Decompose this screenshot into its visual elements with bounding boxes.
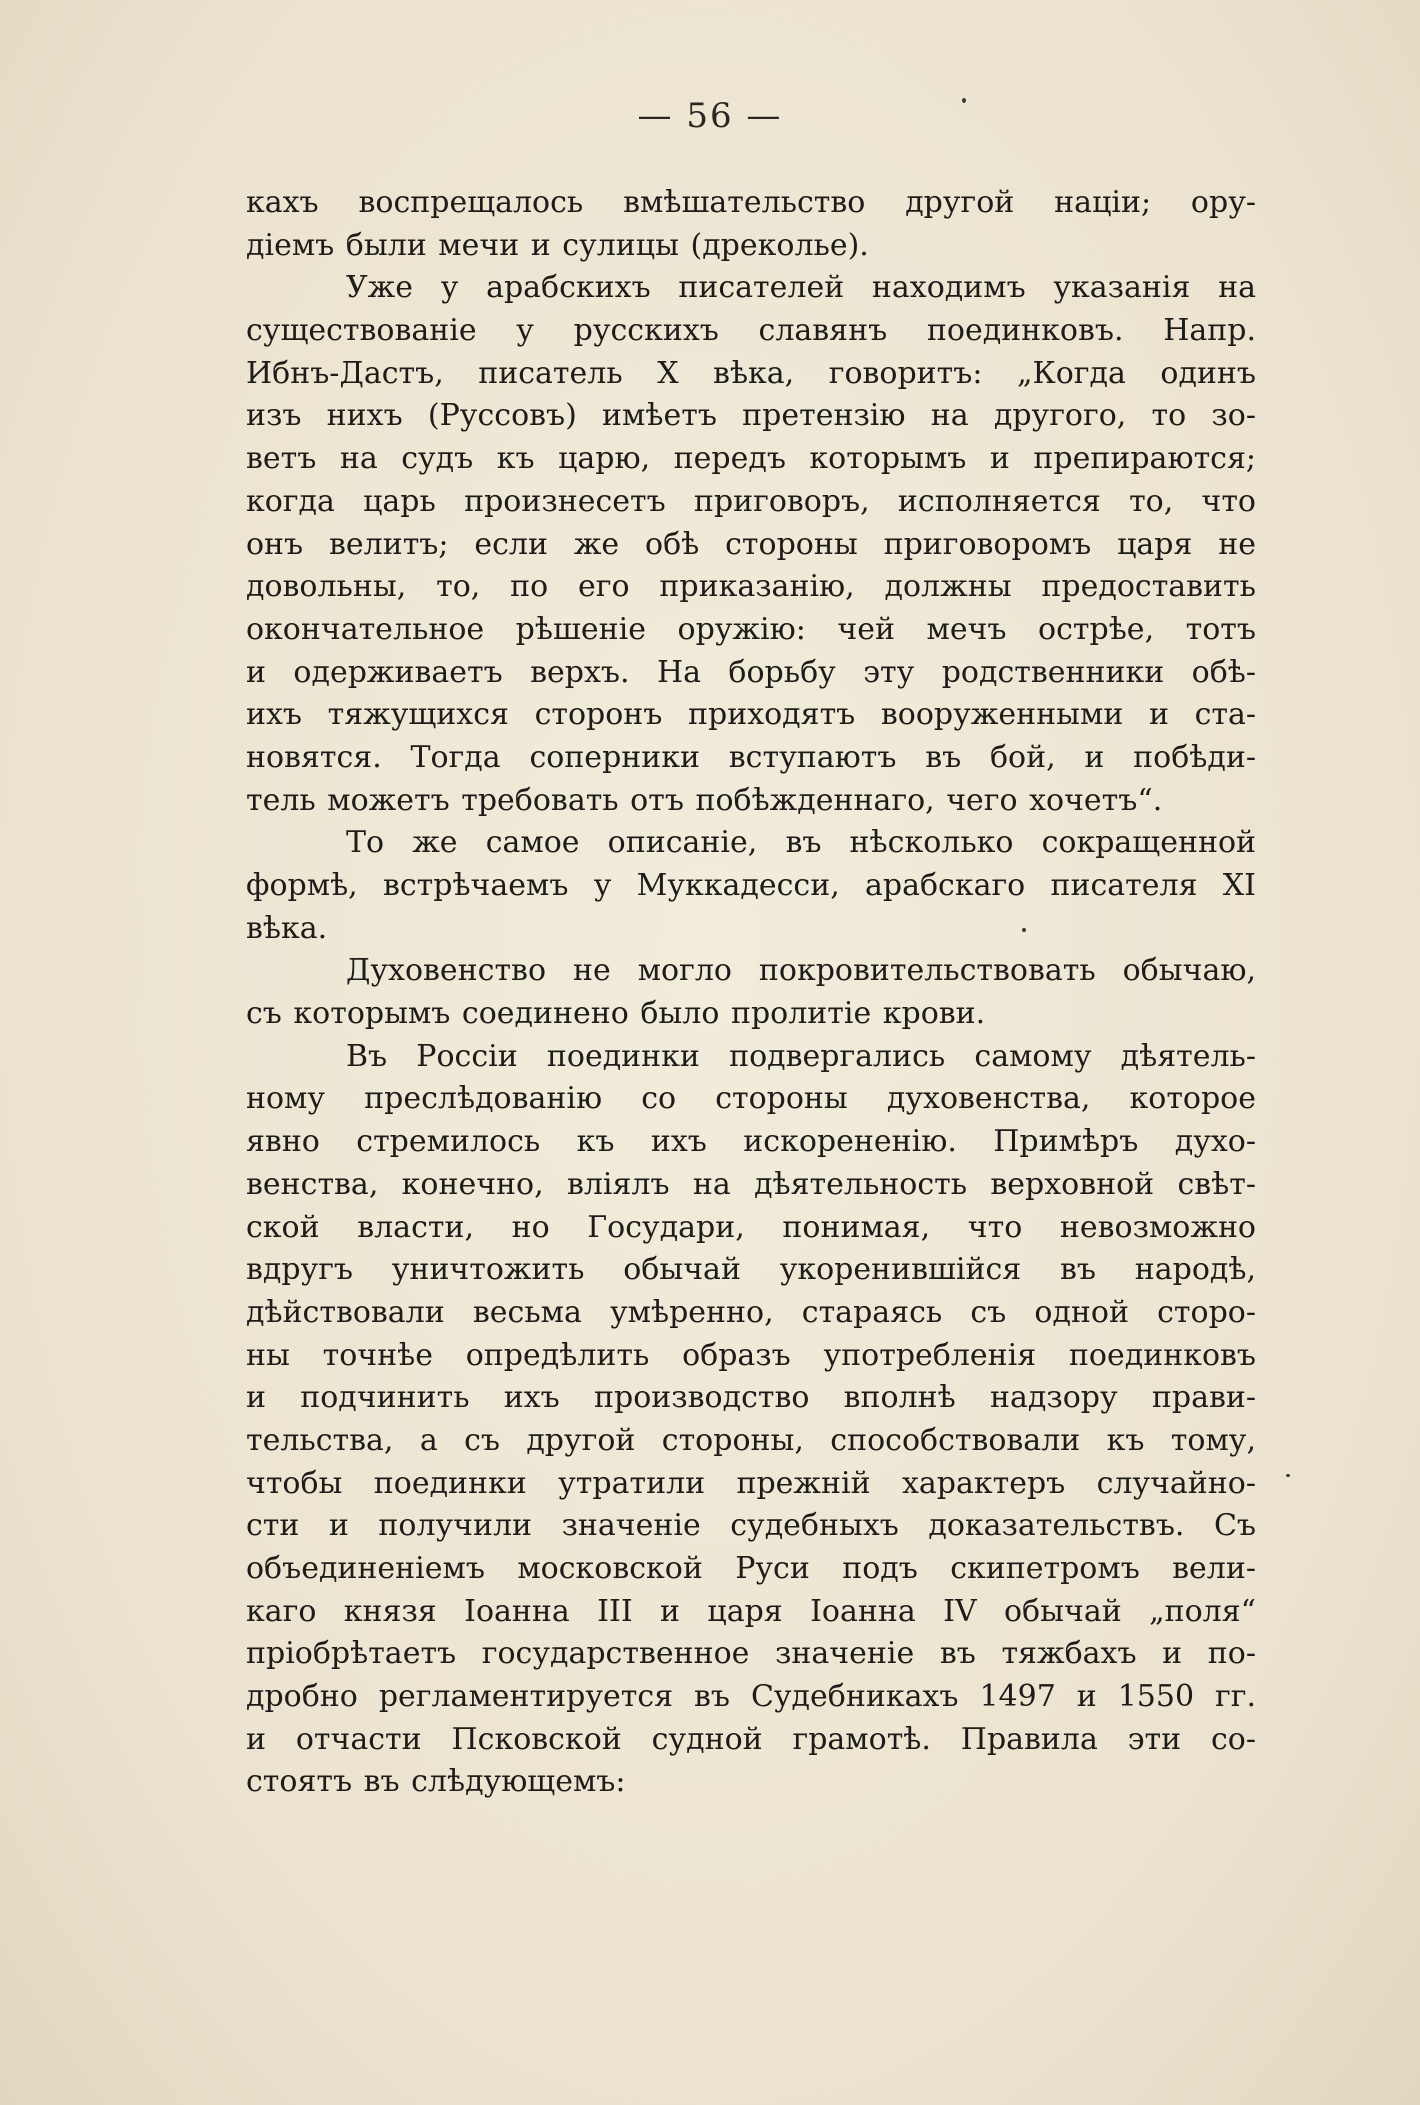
text-line: ветъ на судъ къ царю, передъ которымъ и препираются; — [246, 441, 1256, 477]
text-line: каго князя Іоанна III и царя Іоанна IV обычай „поля“ — [246, 1593, 1256, 1629]
text-line: явно стремилось къ ихъ искорененію. Примѣръ духо- — [246, 1124, 1256, 1160]
text-line: онъ велитъ; если же обѣ стороны приговоромъ царя не — [246, 526, 1256, 562]
text-line: объединеніемъ московской Руси подъ скипетромъ вели- — [246, 1551, 1256, 1586]
text-line: ихъ тяжущихся сторонъ приходятъ вооруженными и ста- — [246, 697, 1256, 733]
paragraph — [246, 267, 1256, 822]
text-line: дѣйствовали весьма умѣренно, стараясь съ одной сторо- — [246, 1294, 1256, 1330]
text-line: съ которымъ соединено было пролитіе крови. — [246, 996, 986, 1032]
text-line: сти и получили значеніе судебныхъ доказательствъ. Съ — [246, 1508, 1256, 1544]
text-line: вдругъ уничтожить обычай укоренившійся въ народѣ, — [246, 1252, 1256, 1288]
text-line: и одерживаетъ верхъ. На борьбу эту родственники обѣ- — [246, 654, 1256, 690]
text-line: чтобы поединки утратили прежній характеръ случайно- — [246, 1465, 1256, 1501]
paragraph — [246, 1036, 1256, 1804]
text-line: кахъ воспрещалось вмѣшательство другой націи; ору- — [246, 185, 1256, 220]
text-line: стоятъ въ слѣдующемъ: — [246, 1764, 626, 1800]
text-line: венства, конечно, вліялъ на дѣятельность верховной свѣт- — [246, 1166, 1256, 1202]
body-text — [246, 182, 1256, 1804]
paper-speck — [1286, 1474, 1290, 1477]
page-number: — 56 — — [637, 96, 783, 136]
text-line: когда царь произнесетъ приговоръ, исполняется то, что — [246, 483, 1256, 519]
text-line: и подчинить ихъ производство вполнѣ надзору прави- — [246, 1380, 1256, 1416]
text-line: діемъ были мечи и сулицы (дреколье). — [246, 227, 869, 263]
text-line: То же самое описаніе, въ нѣсколько сокращенной — [346, 825, 1256, 861]
paper-speck — [962, 98, 966, 103]
text-line: дробно регламентируется въ Судебникахъ 1497 и 1550 гг. — [246, 1679, 1256, 1715]
text-line: Въ Россіи поединки подвергались самому дѣятель- — [346, 1038, 1256, 1074]
text-line: пріобрѣтаетъ государственное значеніе въ тяжбахъ и по- — [246, 1636, 1256, 1672]
text-line: Духовенство не могло покровительствовать обычаю, — [346, 953, 1256, 989]
text-line: формѣ, встрѣчаемъ у Муккадесси, арабскаго писателя XI — [246, 868, 1256, 903]
text-line: ны точнѣе опредѣлить образъ употребленія поединковъ — [246, 1337, 1256, 1373]
text-line: Ибнъ-Дастъ, писатель X вѣка, говоритъ: „Когда одинъ — [246, 355, 1256, 391]
text-line: тельства, а съ другой стороны, способствовали къ тому, — [246, 1422, 1256, 1458]
paper-speck — [1022, 928, 1026, 932]
paragraph — [246, 950, 1256, 1035]
paragraph — [246, 182, 1256, 267]
text-line: вѣка. — [246, 910, 328, 946]
text-line: новятся. Тогда соперники вступаютъ въ бой, и побѣди- — [246, 739, 1256, 775]
text-line: и отчасти Псковской судной грамотѣ. Правила эти со- — [246, 1721, 1256, 1757]
text-line: изъ нихъ (Руссовъ) имѣетъ претензію на другого, то зо- — [246, 398, 1256, 434]
text-line: ному преслѣдованію со стороны духовенства, которое — [246, 1081, 1256, 1117]
text-line: окончательное рѣшеніе оружію: чей мечъ острѣе, тотъ — [246, 611, 1256, 647]
text-line: довольны, то, по его приказанію, должны предоставить — [246, 569, 1256, 605]
paragraph — [246, 822, 1256, 950]
text-line: существованіе у русскихъ славянъ поединковъ. Напр. — [246, 313, 1256, 349]
text-line: Уже у арабскихъ писателей находимъ указанія на — [346, 270, 1256, 306]
text-line: ской власти, но Государи, понимая, что невозможно — [246, 1209, 1256, 1245]
text-line: тель можетъ требовать отъ побѣжденнаго, чего хочетъ“. — [246, 782, 1163, 818]
